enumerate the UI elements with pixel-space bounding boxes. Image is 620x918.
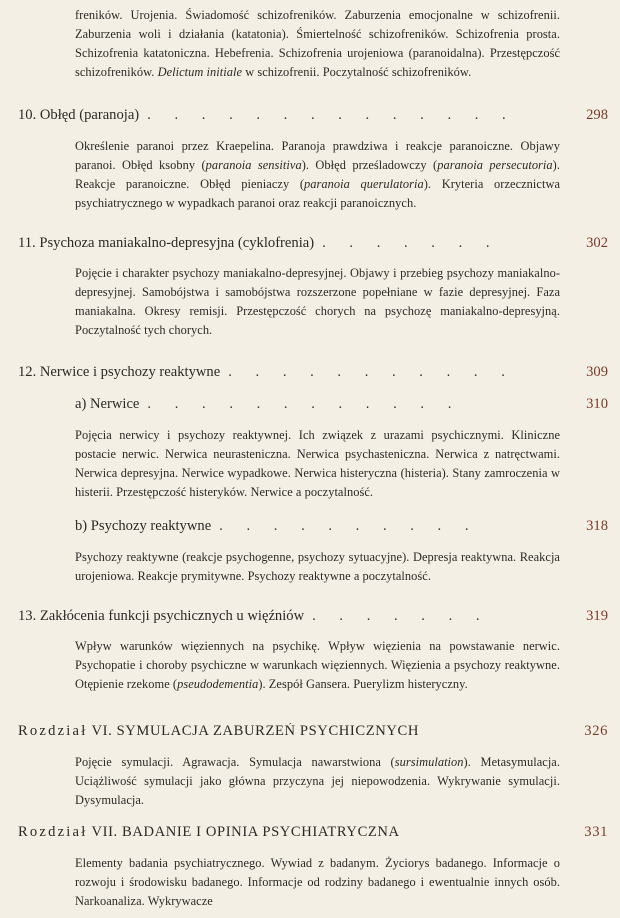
- page-number: 298: [586, 107, 608, 123]
- subsection-heading: [75, 396, 608, 418]
- section-description: Psychozy reaktywne (reakcje psychogenne, psychozy sytuacyjne). Depresja reaktywna. Reakcja urojeniowa. Reakcje prymitywne. Psychozy reaktywne a poczytalność.: [75, 550, 560, 583]
- section-heading: [18, 364, 608, 386]
- page-number: 302: [586, 235, 608, 251]
- section-description: Pojęcie i charakter psychozy maniakalno-depresyjnej. Objawy i przebieg psychozy maniakalno-depresyjnej. Samobójstwa i samobójstwa rozszerzone popełniane w fazie depresyjnej. Faza maniakalna. Okresy remisji. Przestępczość chorych na psychozę maniakalno-depresyjną. Poczytalność tych chorych.: [75, 266, 560, 337]
- section-description: Wpływ warunków więziennych na psychikę. Wpływ więzienia na powstawanie nerwic. Psychopatie i choroby psychiczne w warunkach więziennych. Więzienia a psychozy reaktywne. Otępienie rzekome (pseudodementia). Zespół Gansera. Puerylizm histeryczny.: [75, 639, 560, 691]
- section-heading: [18, 608, 608, 630]
- chapter-title: Rozdział VI. SYMULACJA ZABURZEŃ PSYCHICZNYCH: [18, 723, 419, 739]
- subsection-heading: [75, 518, 608, 540]
- page-number: 318: [586, 518, 608, 534]
- section-heading: [18, 107, 608, 129]
- section-description: freników. Urojenia. Świadomość schizofreników. Zaburzenia emocjonalne w schizofrenii. Zaburzenia woli i działania (katatonia). Śmiertelność schizofreników. Schizofrenia prosta. Schizofrenia katatoniczna. Hebefrenia. Schizofrenia urojeniowa (paranoidalna). Przestępczość schizofreników. Delictum initiale w schizofrenii. Poczytalność schizofreników.: [75, 8, 560, 79]
- page-number: 309: [586, 364, 608, 380]
- chapter-heading: [18, 824, 608, 846]
- section-description: Pojęcie symulacji. Agrawacja. Symulacja nawarstwiona (sursimulation). Metasymulacja. Uciążliwość symulacji jako główna przyczyna jej niepowodzenia. Wykrywanie symulacji. Dysymulacja.: [75, 755, 561, 807]
- dot-leader: . . . . . . . . . . . . . .: [147, 107, 516, 123]
- page-number: 326: [584, 723, 608, 739]
- heading-title: 10. Obłęd (paranoja): [18, 107, 140, 123]
- section-description: Elementy badania psychiatrycznego. Wywiad z badanym. Życiorys badanego. Informacje o rozwoju i środowisku badanego. Informacje od rodziny badanego i ewentualnie innych osób. Narkoanaliza. Wykrywacze: [75, 856, 560, 908]
- heading-title: b) Psychozy reaktywne: [75, 518, 212, 534]
- page-number: 310: [586, 396, 608, 412]
- heading-title: 12. Nerwice i psychozy reaktywne: [18, 364, 221, 380]
- chapter-heading: [18, 723, 608, 745]
- heading-title: a) Nerwice: [75, 396, 140, 412]
- heading-title: 13. Zakłócenia funkcji psychicznych u więźniów: [18, 608, 305, 624]
- dot-leader: . . . . . . . . . . .: [228, 364, 515, 380]
- dot-leader: . . . . . . . . . . . .: [147, 396, 462, 412]
- page-number: 331: [584, 824, 608, 840]
- section-description: Określenie paranoi przez Kraepelina. Paranoja prawdziwa i reakcje paranoiczne. Objawy paranoi. Obłęd ksobny (paranoia sensitiva). Obłęd prześladowczy (paranoia persecutoria). Reakcje paranoiczne. Obłęd pieniaczy (paranoia querulatoria). Kryteria orzecznictwa psychiatrycznego w wypadkach paranoi oraz reakcji paranoicznych.: [75, 139, 560, 210]
- dot-leader: . . . . . . .: [312, 608, 490, 624]
- section-description: Pojęcia nerwicy i psychozy reaktywnej. Ich związek z urazami psychicznymi. Kliniczne postacie nerwic. Nerwica neurasteniczna. Nerwica psychasteniczna. Nerwica z natręctwami. Nerwica depresyjna. Nerwice wypadkowe. Nerwica histeryczna (histeria). Stany zamroczenia w histerii. Przestępczość histeryków. Nerwice a poczytalność.: [75, 428, 560, 499]
- dot-leader: . . . . . . . . . .: [219, 518, 479, 534]
- heading-title: 11. Psychoza maniakalno-depresyjna (cyklofrenia): [18, 235, 315, 251]
- dot-leader: . . . . . . .: [322, 235, 500, 251]
- section-heading: [18, 235, 608, 257]
- page-number: 319: [586, 608, 608, 624]
- chapter-title: Rozdział VII. BADANIE I OPINIA PSYCHIATRYCZNA: [18, 824, 400, 840]
